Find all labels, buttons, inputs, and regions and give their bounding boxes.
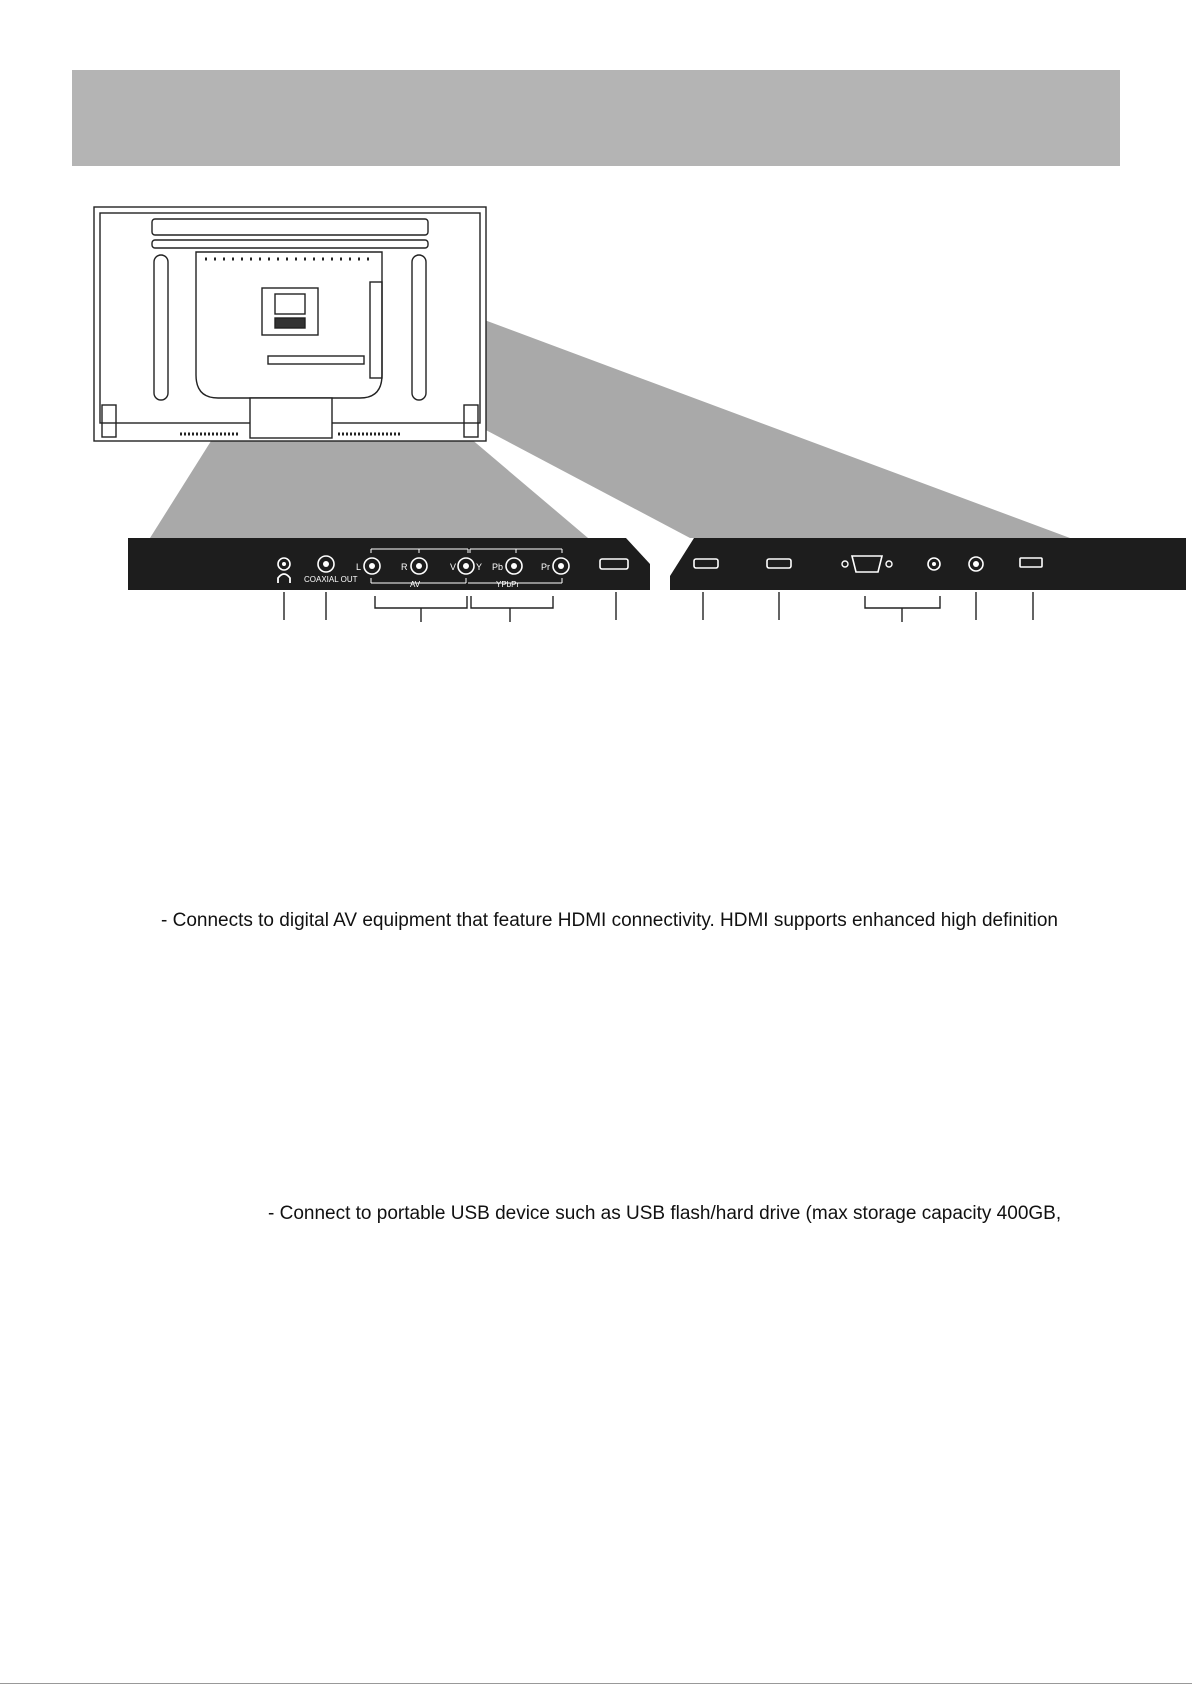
page-bottom-rule xyxy=(0,1683,1192,1684)
component-pr-label: Pr xyxy=(541,562,550,572)
callout-lines xyxy=(284,592,1033,622)
tv-rear-view xyxy=(94,207,486,441)
coaxial-out-label: COAXIAL OUT xyxy=(304,575,358,584)
av-group-label: AV xyxy=(410,580,421,589)
hdmi-description-text: - Connects to digital AV equipment that feature HDMI connectivity. HDMI supports enhanced high definition xyxy=(161,910,1058,931)
tv-connections-diagram xyxy=(0,0,1192,680)
component-y-label: Y xyxy=(476,562,483,572)
audio-r-label: R xyxy=(401,562,408,572)
usb-description-text: - Connect to portable USB device such as USB flash/hard drive (max storage capacity 400GB, xyxy=(268,1203,1062,1224)
component-pb-label: Pb xyxy=(492,562,504,572)
ypbpr-group-label: YPbPr xyxy=(496,580,520,589)
audio-l-label: L xyxy=(356,562,362,572)
video-v-label: V xyxy=(450,562,457,572)
connector-panel-right xyxy=(670,538,1186,590)
connector-panel-left xyxy=(128,538,650,590)
